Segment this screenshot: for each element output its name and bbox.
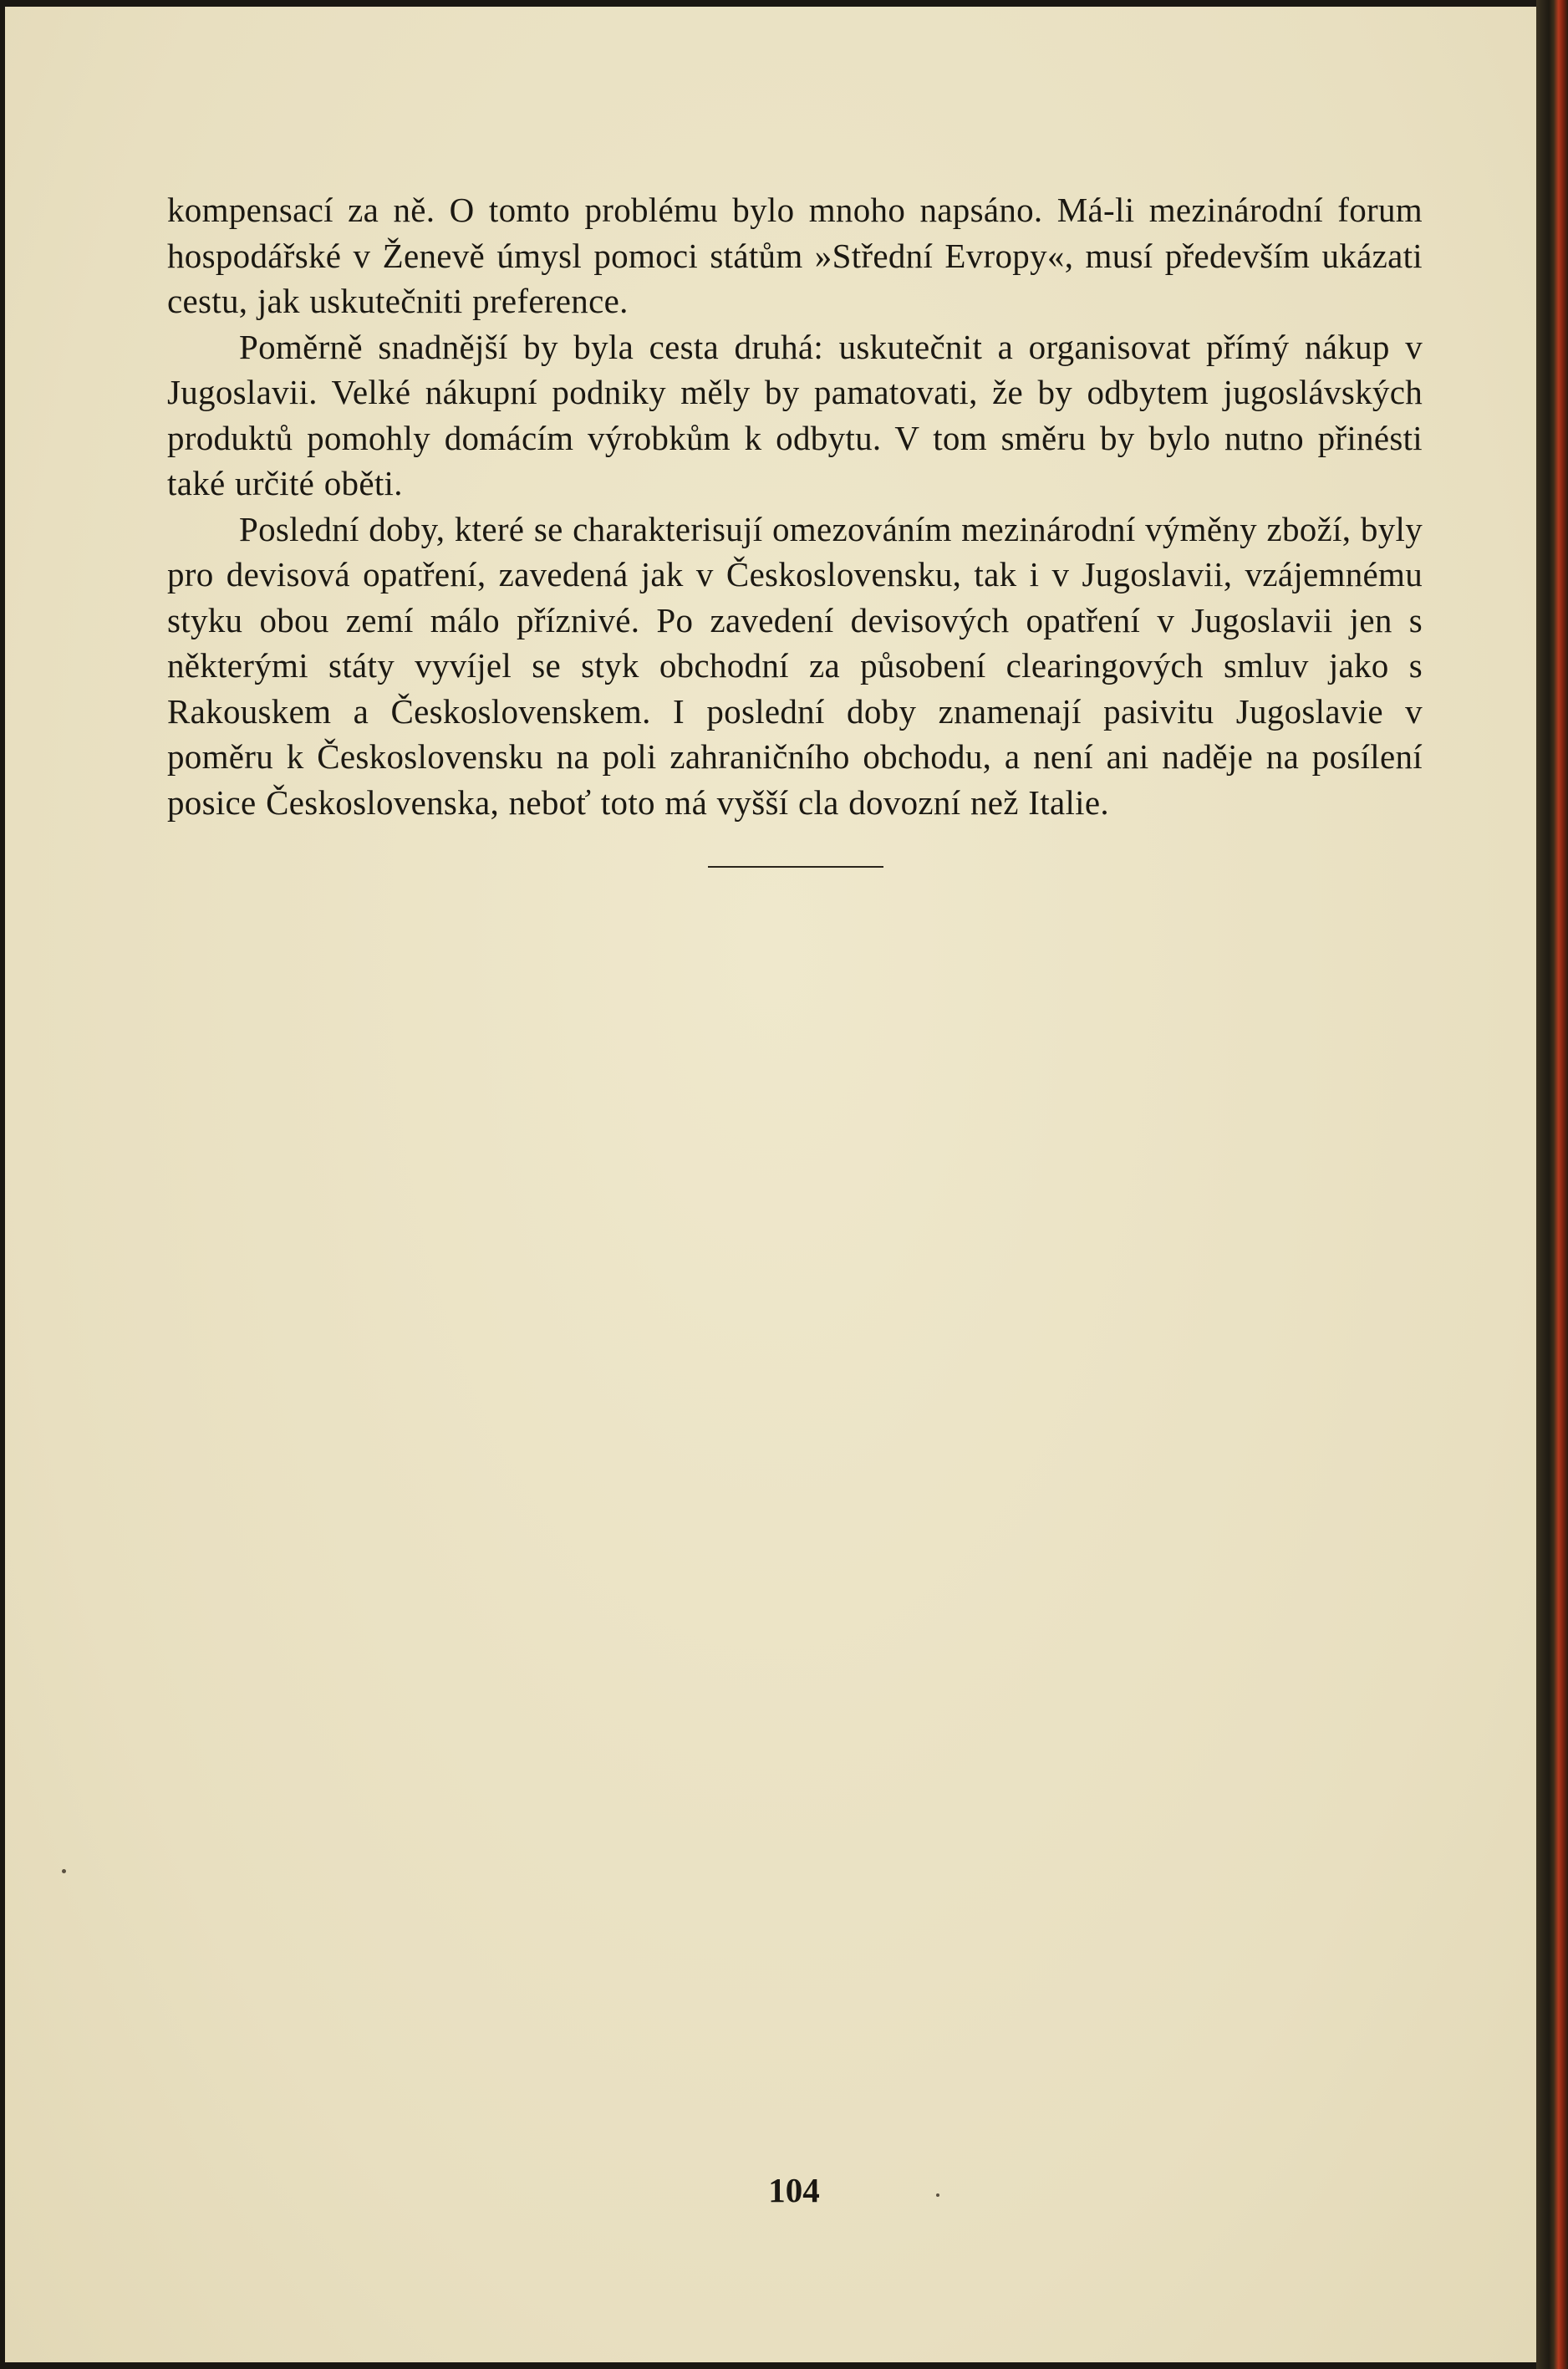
paragraph-2: Poměrně snadnější by byla cesta druhá: uskutečnit a organisovat přímý nákup v Jugoslavii. Velké nákupní podniky měly by pamatovati, že by odbytem jugoslávských produktů pomohly domácím výrobkům k odbytu. V tom směru by bylo nutno přinésti také určité oběti. [167, 327, 1423, 502]
paragraph-1: kompensací za ně. O tomto problému bylo mnoho napsáno. Má-li mezinárodní forum hospodářské v Ženevě úmysl pomoci státům »Střední Evropy«, musí především ukázati cestu, jak uskutečniti preference. [167, 191, 1423, 320]
body-text [167, 187, 1423, 825]
paper-speck [62, 1869, 66, 1873]
page-number: 104 [768, 2171, 820, 2209]
paper-speck [936, 2193, 939, 2197]
book-spine-edge [1536, 0, 1568, 2369]
section-divider [708, 866, 883, 868]
paragraph-3: Poslední doby, které se charakterisují omezováním mezinárodní výměny zboží, byly pro devisová opatření, zavedená jak v Československu, tak i v Jugoslavii, vzájemnému styku obou zemí málo příznivé. Po zavedení devisových opatření v Jugoslavii jen s některými státy vyvíjel se styk obchodní za působení clearingových smluv jako s Rakouskem a Československem. I poslední doby znamenají pasivitu Jugoslavie v poměru k Československu na poli zahraničního obchodu, a není ani naděje na posílení posice Československa, neboť toto má vyšší cla dovozní než Italie. [167, 509, 1423, 822]
